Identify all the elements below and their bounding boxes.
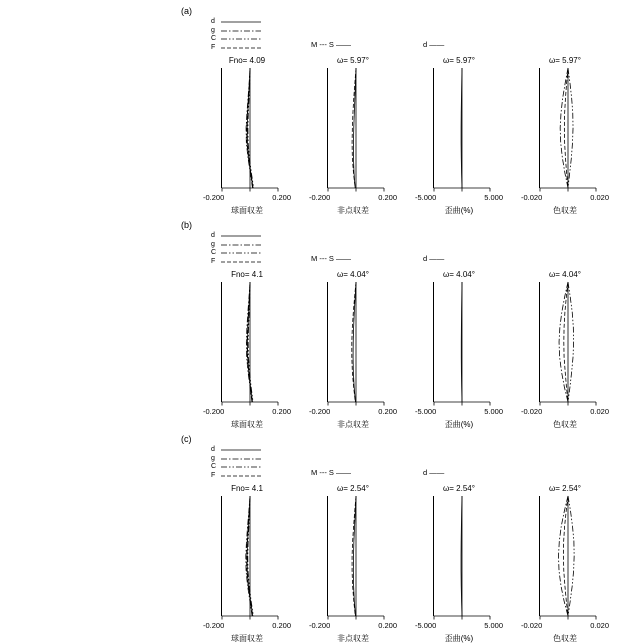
x-tick-label: -0.200 [203,193,225,202]
legend-line-sample [220,28,262,34]
x-axis-tick-labels [309,407,397,416]
x-axis-title: 球面収差 [231,420,263,429]
curve-canvas [540,68,596,188]
x-axis-tick-labels [309,193,397,202]
x-tick-label: 5.000 [484,621,503,630]
plot-area [221,68,278,188]
curve-canvas [434,68,490,188]
legend-key: d [211,446,215,453]
x-tick-label: -0.200 [203,407,225,416]
legend-key: d [211,18,215,25]
x-axis-title: 非点収差 [337,206,369,215]
x-tick-label: -0.200 [309,407,331,416]
x-tick-label: -5.000 [415,621,437,630]
panel-top-label: ω= 4.04° [337,270,369,279]
legend-row [211,27,262,36]
x-axis-tick-labels [521,621,609,630]
x-tick-label: 5.000 [484,193,503,202]
legend-row [211,232,262,241]
legend-row [211,446,262,455]
aberration-curve [568,282,574,402]
x-tick-label: -0.020 [521,621,543,630]
wavelength-legend [211,232,262,266]
group-label: (a) [181,6,192,16]
panel-sub-legend: d —— [423,254,445,263]
legend-line-sample [220,233,262,239]
x-axis-tick-labels [203,621,291,630]
legend-row [211,249,262,258]
x-tick-label: -0.200 [309,193,331,202]
aberration-curve [563,496,568,616]
legend-line-sample [220,36,262,42]
legend-key: C [211,35,217,42]
x-axis-title: 色収差 [553,206,577,215]
legend-line-sample [220,464,262,470]
legend-key: F [211,471,216,479]
panel-top-label: ω= 4.04° [443,270,475,279]
x-tick-label: 0.200 [378,193,397,202]
panel-top-label: Fno= 4.09 [228,56,266,65]
legend-line-sample [220,19,262,25]
legend-row [211,258,262,267]
plot-area [433,68,490,188]
panel-sub-legend: d —— [423,468,445,477]
wavelength-legend [211,18,262,52]
panel-top-label: ω= 5.97° [549,56,581,65]
legend-key: g [211,454,215,462]
x-tick-label: -0.200 [203,621,225,630]
curve-canvas [222,282,278,402]
x-axis-title: 歪曲(%) [444,634,474,643]
panel-top-label: ω= 4.04° [549,270,581,279]
panel-sub-legend: M --- S —— [311,254,351,263]
plot-area [221,496,278,616]
panel-top-label: ω= 5.97° [337,56,369,65]
legend-line-sample [220,259,262,265]
legend-row [211,44,262,53]
x-axis-title: 色収差 [553,420,577,429]
x-tick-label: 0.020 [590,193,609,202]
x-axis-tick-labels [203,193,291,202]
x-axis-tick-labels [415,193,503,202]
x-tick-label: -0.200 [309,621,331,630]
curve-canvas [222,68,278,188]
legend-key: g [211,26,215,34]
panel-top-label: ω= 2.54° [549,484,581,493]
x-tick-label: 0.200 [272,621,291,630]
x-tick-label: -0.020 [521,193,543,202]
curve-canvas [434,282,490,402]
x-tick-label: 0.200 [272,193,291,202]
curve-canvas [328,68,384,188]
wavelength-legend [211,446,262,480]
x-tick-label: -0.020 [521,407,543,416]
legend-line-sample [220,473,262,479]
panel-top-label: ω= 2.54° [337,484,369,493]
x-axis-title: 歪曲(%) [444,420,474,429]
x-axis-tick-labels [521,407,609,416]
x-axis-title: 歪曲(%) [444,206,474,215]
x-axis-tick-labels [415,621,503,630]
plot-area [539,68,596,188]
legend-row [211,35,262,44]
panel-sub-legend: M --- S —— [311,468,351,477]
legend-key: C [211,249,217,256]
legend-row [211,472,262,481]
panel-top-label: Fno= 4.1 [231,484,263,493]
x-axis-tick-labels [415,407,503,416]
legend-line-sample [220,45,262,51]
x-tick-label: 0.020 [590,621,609,630]
plot-area [327,68,384,188]
aberration-curve [568,496,574,616]
panel-top-label: ω= 5.97° [443,56,475,65]
plot-area [433,282,490,402]
legend-line-sample [220,242,262,248]
x-tick-label: -5.000 [415,407,437,416]
legend-line-sample [220,456,262,462]
aberration-curve [564,282,568,402]
legend-key: C [211,463,217,470]
panel-top-label: ω= 2.54° [443,484,475,493]
x-tick-label: 0.200 [378,621,397,630]
legend-key: d [211,232,215,239]
panel-sub-legend: d —— [423,40,445,49]
plot-area [327,496,384,616]
x-axis-tick-labels [203,407,291,416]
legend-line-sample [220,447,262,453]
legend-row [211,455,262,464]
plot-area [221,282,278,402]
x-axis-title: 非点収差 [337,634,369,643]
curve-canvas [434,496,490,616]
panel-top-label: Fno= 4.1 [231,270,263,279]
legend-key: F [211,257,216,265]
legend-key: g [211,240,215,248]
x-tick-label: 5.000 [484,407,503,416]
x-tick-label: 0.200 [378,407,397,416]
legend-row [211,18,262,27]
x-axis-title: 非点収差 [337,420,369,429]
x-axis-title: 球面収差 [231,206,263,215]
legend-row [211,463,262,472]
x-axis-tick-labels [309,621,397,630]
plot-area [433,496,490,616]
legend-line-sample [220,250,262,256]
panel-sub-legend: M --- S —— [311,40,351,49]
curve-canvas [222,496,278,616]
x-axis-tick-labels [521,193,609,202]
x-tick-label: -5.000 [415,193,437,202]
plot-area [327,282,384,402]
curve-canvas [540,496,596,616]
aberration-curve [564,68,568,188]
x-tick-label: 0.020 [590,407,609,416]
curve-canvas [540,282,596,402]
curve-canvas [328,282,384,402]
aberration-curve [568,68,573,188]
x-axis-title: 色収差 [553,634,577,643]
group-label: (c) [181,434,192,444]
legend-key: F [211,43,216,51]
group-label: (b) [181,220,192,230]
x-axis-title: 球面収差 [231,634,263,643]
legend-row [211,241,262,250]
x-tick-label: 0.200 [272,407,291,416]
plot-area [539,282,596,402]
curve-canvas [328,496,384,616]
plot-area [539,496,596,616]
